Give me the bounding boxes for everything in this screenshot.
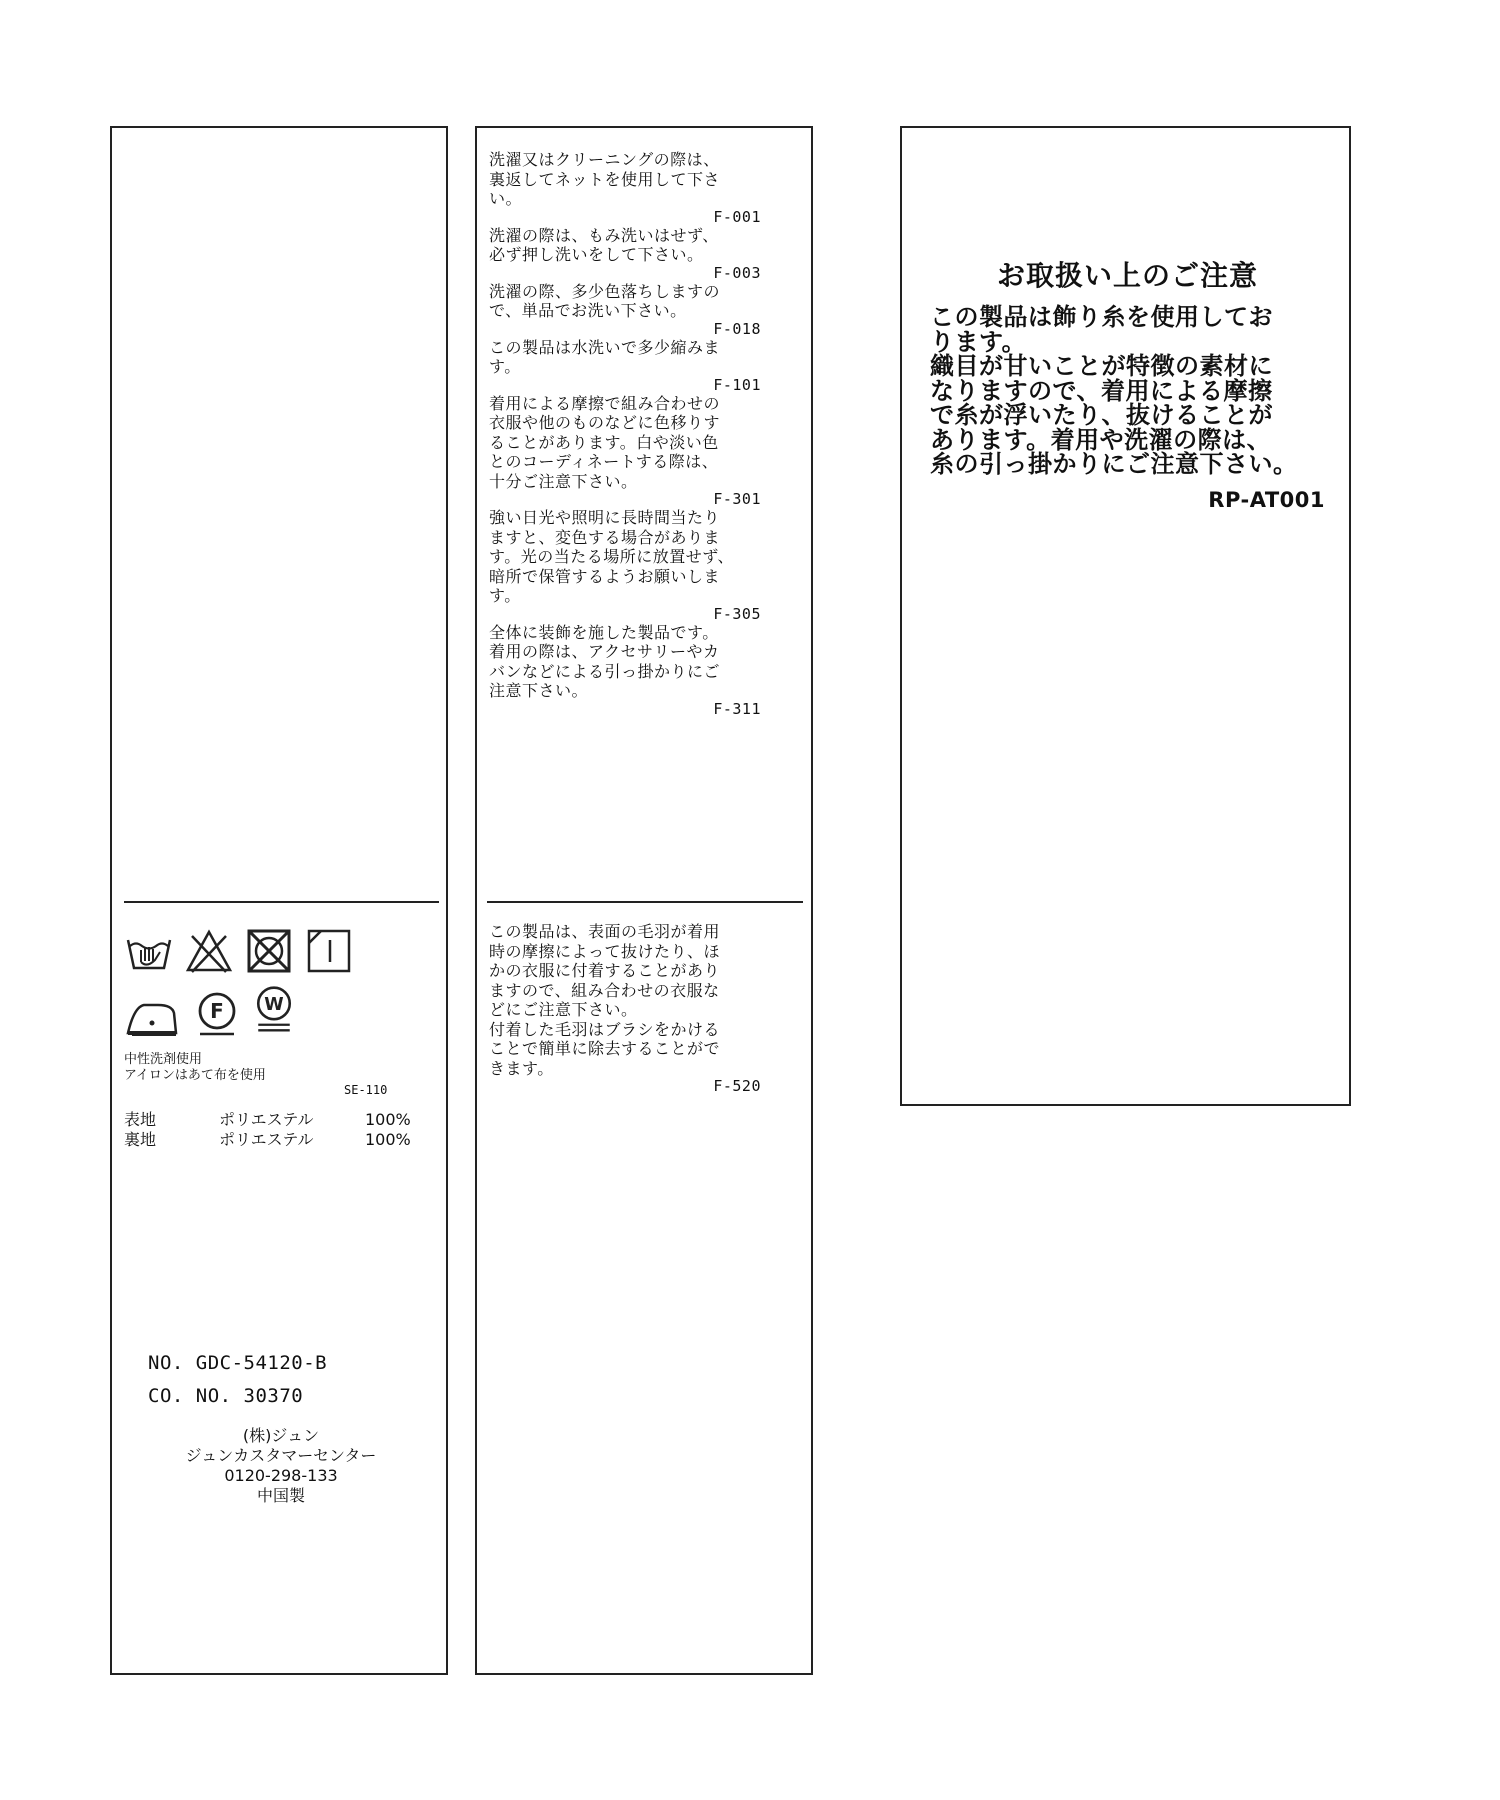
company-name: (株)ジュン: [242, 1426, 320, 1445]
caution-line: 糸の引っ掛かりにご注意下さい。: [930, 450, 1298, 478]
phone-number: 0120-298-133: [224, 1466, 338, 1485]
care-note-line: どにご注意下さい。: [489, 1000, 638, 1019]
care-note-line: とのコーディネートする際は、: [489, 452, 719, 471]
material-percent: 100%: [365, 1110, 411, 1129]
label-divider: [487, 901, 803, 903]
customer-center: ジュンカスタマーセンター: [185, 1446, 377, 1465]
care-note-line: 着用による摩擦で組み合わせの: [489, 393, 721, 413]
caution-line: で糸が浮いたり、抜けることが: [930, 401, 1273, 429]
svg-text:W: W: [264, 994, 284, 1015]
co-number: CO. NO. 30370: [148, 1385, 304, 1407]
care-note-line: 必ず押し洗いをして下さい。: [489, 245, 704, 264]
care-note-line: きます。: [489, 1058, 554, 1078]
care-note-line: ますと、変色する場合がありま: [489, 527, 721, 547]
dry-clean-f-icon: [192, 988, 242, 1038]
care-note-line: 衣服や他のものなどに色移りす: [489, 413, 721, 432]
caution-line: ります。: [930, 327, 1027, 356]
care-note-line: 裏返してネットを使用して下さ: [489, 169, 721, 189]
country-of-origin: 中国製: [256, 1486, 305, 1505]
caution-code: RP-AT001: [1208, 488, 1325, 512]
care-note-line: ることがあります。白や淡い色: [489, 432, 719, 452]
material-name: ポリエステル: [219, 1130, 314, 1149]
line-dry-icon: [304, 926, 354, 976]
care-note: [489, 150, 761, 226]
caution-line: なりますので、着用による摩擦: [930, 376, 1273, 405]
care-note-line: 注意下さい。: [489, 681, 589, 700]
care-note-line: 洗濯の際は、もみ洗いはせず、: [489, 225, 719, 245]
care-note-line: で、単品でお洗い下さい。: [489, 301, 687, 320]
care-note: [489, 226, 761, 282]
care-note-code: F-301: [713, 490, 761, 508]
care-note-line: 暗所で保管するようお願いしま: [489, 566, 721, 586]
care-note-line: 洗濯の際、多少色落ちしますの: [489, 281, 721, 301]
care-note-code: F-305: [713, 604, 761, 623]
no-tumble-dry-icon: [244, 926, 294, 976]
handling-caution-label: [900, 126, 1351, 1106]
care-note-line: い。: [489, 189, 523, 208]
care-note-line: 十分ご注意下さい。: [489, 471, 638, 491]
care-note: [489, 338, 761, 394]
care-note-code: F-018: [713, 319, 761, 338]
material-name: ポリエステル: [219, 1110, 314, 1129]
svg-text:F: F: [210, 999, 224, 1023]
care-note: [489, 394, 761, 509]
care-label-main: [110, 126, 448, 1675]
care-note: [489, 282, 761, 338]
care-note-code: F-101: [713, 375, 761, 394]
care-code: SE-110: [344, 1083, 388, 1097]
hand-wash-icon: [124, 926, 174, 976]
caution-line: あります。着用や洗濯の際は、: [930, 425, 1272, 454]
care-note-line: 時の摩擦によって抜けたり、ほ: [489, 941, 721, 961]
care-note-line: バンなどによる引っ掛かりにご: [489, 661, 721, 681]
material-part: 表地: [124, 1110, 157, 1129]
care-note-code: F-520: [713, 1077, 761, 1095]
care-note-line: す。光の当たる場所に放置せず、: [489, 547, 734, 566]
care-note-code: F-003: [713, 263, 761, 282]
product-number: NO. GDC-54120-B: [148, 1352, 328, 1374]
care-note-line: ますので、組み合わせの衣服な: [489, 980, 720, 1000]
care-note: [489, 508, 761, 623]
notes-bottom: [489, 922, 761, 1095]
care-instruction: アイロンはあて布を使用: [124, 1068, 266, 1083]
caution-line: この製品は飾り糸を使用してお: [930, 303, 1273, 331]
care-note-line: かの衣服に付着することがあり: [489, 961, 721, 980]
caution-line: 織目が甘いことが特徴の素材に: [930, 352, 1273, 380]
care-note-line: 強い日光や照明に長時間当たり: [489, 508, 721, 527]
care-note-line: 付着した毛羽はブラシをかける: [489, 1019, 721, 1039]
notes-top: [489, 150, 761, 718]
care-note-line: す。: [489, 357, 521, 376]
material-part: 裏地: [124, 1130, 157, 1149]
no-bleach-icon: [184, 926, 234, 976]
care-note-line: 全体に装飾を施した製品です。: [489, 622, 719, 642]
label-divider: [124, 901, 439, 903]
material-percent: 100%: [365, 1130, 411, 1149]
caution-title: お取扱い上のご注意: [996, 259, 1258, 292]
care-note: [489, 922, 761, 1095]
iron-low-icon: [124, 991, 180, 1041]
company-info: [112, 1426, 450, 1506]
care-note-line: この製品は水洗いで多少縮みま: [489, 337, 721, 357]
care-note-code: F-001: [713, 207, 761, 226]
care-note-line: 洗濯又はクリーニングの際は、: [489, 150, 720, 169]
care-note-code: F-311: [713, 699, 761, 718]
wet-clean-w-icon: [249, 984, 299, 1034]
care-note-line: す。: [489, 586, 521, 605]
care-note-line: この製品は、表面の毛羽が着用: [489, 922, 721, 941]
care-note: [489, 623, 761, 718]
care-instruction: 中性洗剤使用: [124, 1052, 203, 1067]
care-note-line: 着用の際は、アクセサリーやカ: [489, 642, 720, 661]
care-note-line: ことで簡単に除去することがで: [489, 1039, 721, 1058]
caution-body: [930, 305, 1338, 477]
care-label-notes: [475, 126, 813, 1675]
